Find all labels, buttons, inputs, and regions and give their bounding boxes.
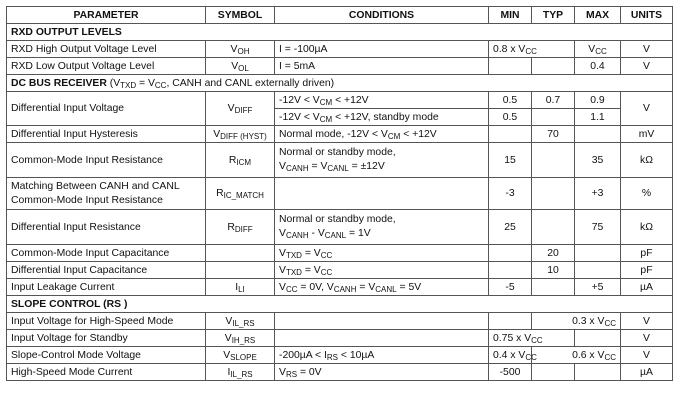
unit-cell: µA (621, 279, 673, 296)
min-cell: -5 (489, 279, 532, 296)
typ-cell (532, 364, 575, 381)
min-cell: -500 (489, 364, 532, 381)
conditions-cell: $V_{TXD} = V_{CC}$ (275, 262, 489, 279)
unit-cell: V (621, 92, 673, 126)
col-max: MAX (575, 7, 621, 24)
param-cell: Input Voltage for High-Speed Mode (7, 313, 206, 330)
typ-cell: 10 (532, 262, 575, 279)
section-rxd (7, 24, 673, 41)
unit-cell: V (621, 347, 673, 364)
typ-cell (532, 109, 575, 126)
symbol-cell: $R_{IC\_MATCH}$ (206, 178, 275, 210)
min-cell: 15 (489, 143, 532, 178)
unit-cell: pF (621, 245, 673, 262)
col-symbol: SYMBOL (206, 7, 275, 24)
param-cell: Input Voltage for Standby (7, 330, 206, 347)
min-cell: 0.75 x $V_{CC}$ (489, 330, 575, 347)
max-cell: 0.3 x $V_{CC}$ (532, 313, 621, 330)
max-cell (575, 126, 621, 143)
min-cell: 0.5 (489, 92, 532, 109)
section-slope (7, 296, 673, 313)
spec-table (6, 6, 673, 381)
unit-cell: pF (621, 262, 673, 279)
typ-cell: 20 (532, 245, 575, 262)
table-row (7, 41, 673, 58)
table-row (7, 313, 673, 330)
max-cell (575, 330, 621, 347)
symbol-cell: $V_{DIFF (HYST)}$ (206, 126, 275, 143)
unit-cell: % (621, 178, 673, 210)
min-cell (489, 58, 532, 75)
table-row (7, 347, 673, 364)
param-cell: Input Leakage Current (7, 279, 206, 296)
symbol-cell: $R_{DIFF}$ (206, 210, 275, 245)
conditions-cell: I = 5mA (275, 58, 489, 75)
table-row (7, 178, 673, 210)
symbol-cell: $R_{ICM}$ (206, 143, 275, 178)
conditions-cell: Normal mode, $-12V < V_{CM} < +12V$ (275, 126, 489, 143)
typ-cell (532, 210, 575, 245)
max-cell (575, 364, 621, 381)
symbol-cell: $V_{IL\_RS}$ (206, 313, 275, 330)
min-cell: -3 (489, 178, 532, 210)
param-cell: Slope-Control Mode Voltage (7, 347, 206, 364)
table-row (7, 262, 673, 279)
section-dc-bus (7, 75, 673, 92)
param-cell: High-Speed Mode Current (7, 364, 206, 381)
header-row (7, 7, 673, 24)
table-row (7, 210, 673, 245)
min-cell (489, 262, 532, 279)
unit-cell: V (621, 313, 673, 330)
conditions-cell: Normal or standby mode, $V_{CANH} - V_{CANL} = 1V$ (275, 210, 489, 245)
col-typ: TYP (532, 7, 575, 24)
max-cell: +5 (575, 279, 621, 296)
typ-cell (532, 58, 575, 75)
min-cell: 0.8 x $V_{CC}$ (489, 41, 575, 58)
param-cell: Differential Input Capacitance (7, 262, 206, 279)
conditions-cell (275, 178, 489, 210)
max-cell: 1.1 (575, 109, 621, 126)
table-row (7, 364, 673, 381)
max-cell: +3 (575, 178, 621, 210)
min-cell (489, 313, 532, 330)
conditions-cell: $V_{TXD} = V_{CC}$ (275, 245, 489, 262)
min-cell: 0.5 (489, 109, 532, 126)
table-row (7, 126, 673, 143)
unit-cell: V (621, 41, 673, 58)
section-title: RXD OUTPUT LEVELS (7, 24, 673, 41)
unit-cell: V (621, 58, 673, 75)
max-cell: 0.4 (575, 58, 621, 75)
symbol-cell: $V_{OL}$ (206, 58, 275, 75)
max-cell (575, 245, 621, 262)
typ-cell (532, 143, 575, 178)
param-cell: Common-Mode Input Resistance (7, 143, 206, 178)
typ-cell (532, 178, 575, 210)
symbol-cell: $I_{IL\_RS}$ (206, 364, 275, 381)
symbol-cell (206, 262, 275, 279)
conditions-cell: $-200\mu A < I_{RS} < 10\mu A$ (275, 347, 489, 364)
min-cell (489, 126, 532, 143)
symbol-cell (206, 245, 275, 262)
typ-cell: 0.7 (532, 92, 575, 109)
table-row (7, 92, 673, 109)
table-row (7, 245, 673, 262)
param-cell: Common-Mode Input Capacitance (7, 245, 206, 262)
max-cell: 35 (575, 143, 621, 178)
col-min: MIN (489, 7, 532, 24)
max-cell: 0.6 x $V_{CC}$ (532, 347, 621, 364)
typ-cell (532, 279, 575, 296)
table-row (7, 330, 673, 347)
max-cell: $V_{CC}$ (575, 41, 621, 58)
min-cell: 25 (489, 210, 532, 245)
symbol-cell: $V_{OH}$ (206, 41, 275, 58)
param-cell: RXD High Output Voltage Level (7, 41, 206, 58)
conditions-cell: $V_{CC} = 0V$, $V_{CANH} = V_{CANL} = 5V$ (275, 279, 489, 296)
param-cell: Matching Between CANH and CANL Common-Mode Input Resistance (7, 178, 206, 210)
max-cell: 0.9 (575, 92, 621, 109)
max-cell: 75 (575, 210, 621, 245)
col-parameter: PARAMETER (7, 7, 206, 24)
symbol-cell: $V_{SLOPE}$ (206, 347, 275, 364)
conditions-cell: I = -100µA (275, 41, 489, 58)
section-title: SLOPE CONTROL (RS ) (7, 296, 673, 313)
conditions-cell (275, 313, 489, 330)
col-conditions: CONDITIONS (275, 7, 489, 24)
symbol-cell: $V_{DIFF}$ (206, 92, 275, 126)
param-cell: Differential Input Voltage (7, 92, 206, 126)
unit-cell: kΩ (621, 210, 673, 245)
table-row (7, 143, 673, 178)
table-row (7, 279, 673, 296)
conditions-cell: $-12V < V_{CM} < +12V$ (275, 92, 489, 109)
conditions-cell: Normal or standby mode, $V_{CANH} = V_{CANL} = \pm 12V$ (275, 143, 489, 178)
symbol-cell: $I_{LI}$ (206, 279, 275, 296)
table-row (7, 58, 673, 75)
param-cell: Differential Input Resistance (7, 210, 206, 245)
conditions-cell: $-12V < V_{CM} < +12V$, standby mode (275, 109, 489, 126)
param-cell: Differential Input Hysteresis (7, 126, 206, 143)
param-cell: RXD Low Output Voltage Level (7, 58, 206, 75)
typ-cell: 70 (532, 126, 575, 143)
unit-cell: kΩ (621, 143, 673, 178)
unit-cell: mV (621, 126, 673, 143)
unit-cell: µA (621, 364, 673, 381)
max-cell (575, 262, 621, 279)
symbol-cell: $V_{IH\_RS}$ (206, 330, 275, 347)
section-title: DC BUS RECEIVER ($V_{TXD} = V_{CC}$, CANH and CANL externally driven) (7, 75, 673, 92)
conditions-cell: $V_{RS} = 0V$ (275, 364, 489, 381)
min-cell (489, 245, 532, 262)
col-units: UNITS (621, 7, 673, 24)
min-cell: 0.4 x $V_{CC}$ (489, 347, 532, 364)
conditions-cell (275, 330, 489, 347)
unit-cell: V (621, 330, 673, 347)
